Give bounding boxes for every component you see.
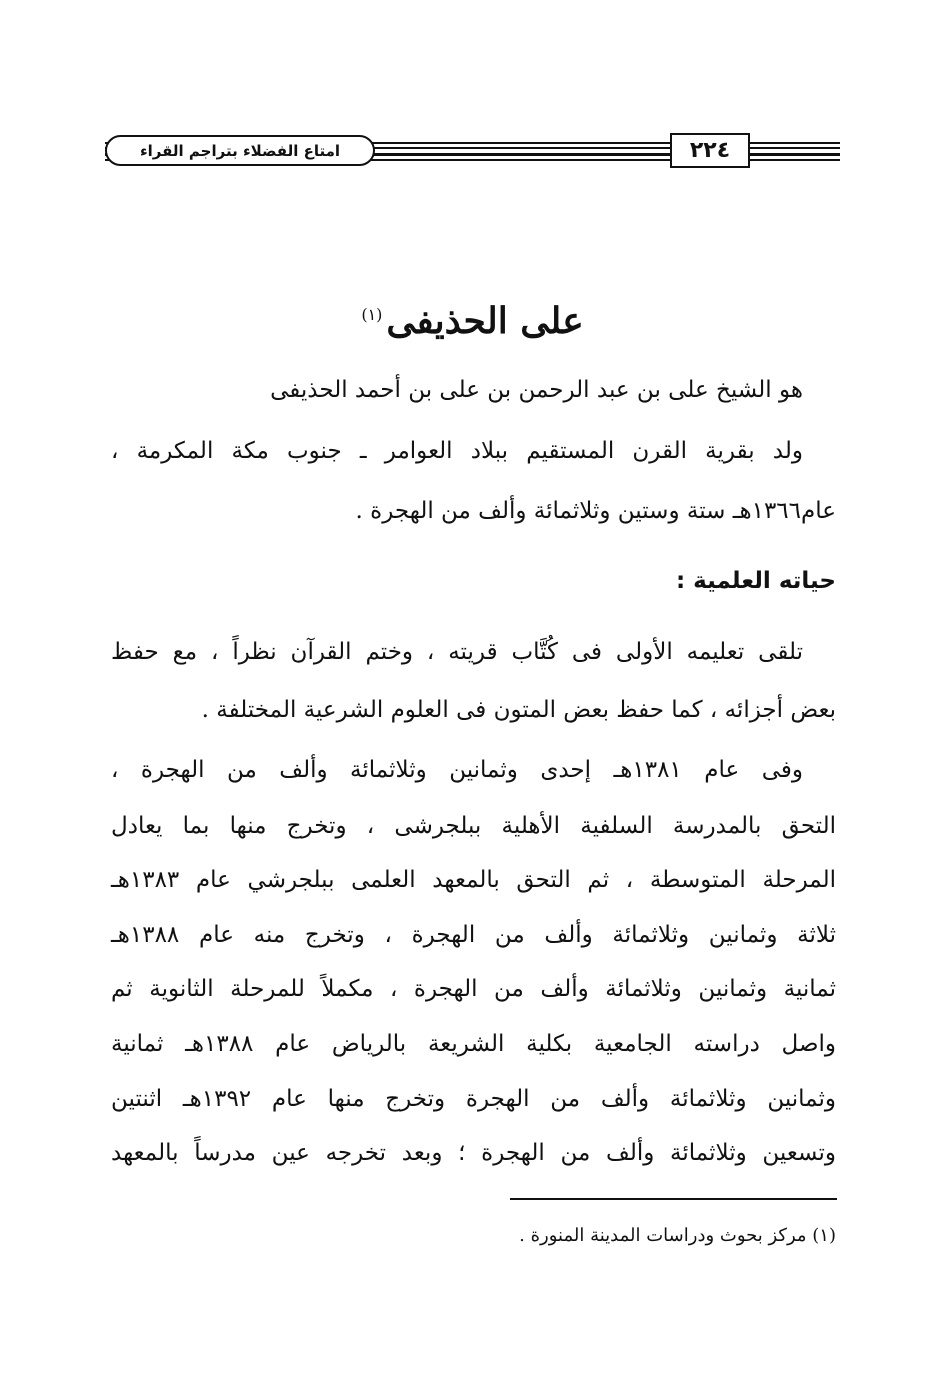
paragraph-line: واصل دراسته الجامعية بكلية الشريعة بالرياض عام ١٣٨٨هـ ثمانية: [111, 1031, 837, 1057]
intro-line: عام١٣٦٦هـ ستة وستين وثلاثمائة وألف من الهجرة .: [355, 498, 836, 524]
footnote-reference: (١): [361, 305, 383, 324]
paragraph-line: بعض أجزائه ، كما حفظ بعض المتون فى العلوم الشرعية المختلفة .: [201, 697, 836, 723]
paragraph-line: تلقى تعليمه الأولى فى كُتَّاب قريته ، وختم القرآن نظراً ، مع حفظ: [111, 639, 803, 665]
intro-line: هو الشيخ على بن عبد الرحمن بن على بن أحمد الحذيفى: [270, 377, 803, 403]
paragraph-line: التحق بالمدرسة السلفية الأهلية ببلجرشى ، وتخرج منها بما يعادل: [111, 813, 836, 839]
running-header: [105, 130, 840, 174]
page-number: ٢٢٤: [670, 133, 750, 168]
book-title: امتاع الفضلاء بتراجم القراء: [105, 135, 375, 166]
paragraph-line: وتسعين وثلاثمائة وألف من الهجرة ؛ وبعد تخرجه عين مدرساً بالمعهد: [111, 1140, 836, 1166]
footnote-separator: [510, 1198, 837, 1200]
paragraph-line: ثلاثة وثمانين وثلاثمائة وألف من الهجرة ، وتخرج منه عام ١٣٨٨هـ: [111, 922, 836, 948]
section-heading: حياته العلمية :: [675, 568, 836, 594]
paragraph-line: وثمانين وثلاثمائة وألف من الهجرة وتخرج منها عام ١٣٩٢هـ اثنتين: [111, 1086, 836, 1112]
footnote: (١) مركز بحوث ودراسات المدينة المنورة .: [519, 1225, 836, 1246]
paragraph-line: ثمانية وثمانين وثلاثمائة وألف من الهجرة ، مكملاً للمرحلة الثانوية ثم: [111, 976, 836, 1002]
biography-title: [105, 300, 840, 342]
title-name: على الحذيفى: [386, 300, 584, 342]
paragraph-line: المرحلة المتوسطة ، ثم التحق بالمعهد العلمى ببلجرشي عام ١٣٨٣هـ: [111, 867, 836, 893]
paragraph-line: وفى عام ١٣٨١هـ إحدى وثمانين وثلاثمائة وألف من الهجرة ،: [111, 757, 803, 783]
intro-line: ولد بقرية القرن المستقيم ببلاد العوامر ـ جنوب مكة المكرمة ،: [111, 438, 803, 464]
